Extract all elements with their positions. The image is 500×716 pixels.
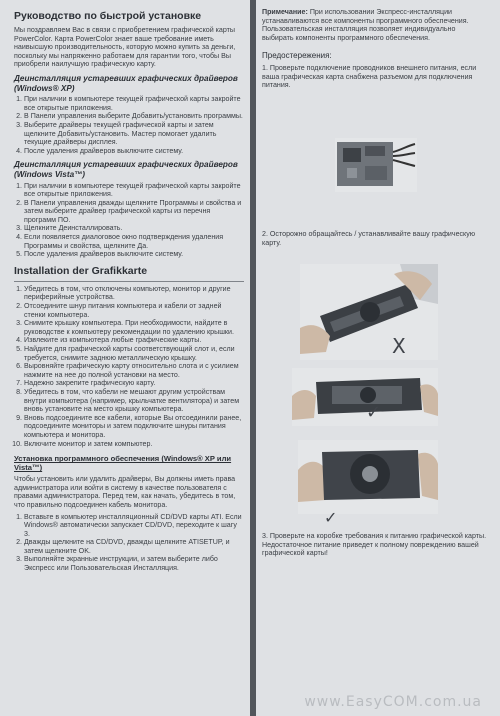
right-column: [262, 8, 488, 90]
list-item: 8. Убедитесь в том, что кабели не мешают другим устройствам внутри компьютера (например, крыльчатке вентилятора) и затем вновь установите на место крышку компьютера.: [24, 388, 244, 414]
warning-3: 3. Проверьте на коробке требования к питанию графической карты. Недостаточное питание приведет к полному повреждению вашей графической карты!: [262, 532, 487, 558]
list-item: 4. Если появляется диалоговое окно подтверждения удаления Программы и свойства, щелкните Да.: [24, 233, 244, 250]
list-item: 2. Отсоедините шнур питания компьютера и кабели от задней стенки компьютера.: [24, 302, 244, 319]
wrong-mark: X: [392, 334, 406, 358]
list-item: 3. Выберите драйверы текущей графической карты и затем щелкните Добавить/установить. Мастер помогает удалить текущие драйверы дисплея.: [24, 121, 244, 147]
xp-uninstall-steps: [14, 95, 244, 155]
list-item: 1. Убедитесь в том, что отключены компьютер, монитор и другие периферийные устройства.: [24, 285, 244, 302]
list-item: 3. Щелкните Деинсталлировать.: [24, 224, 244, 233]
software-steps: [14, 513, 244, 573]
software-heading: Установка программного обеспечения (Windows® XP или Vista™): [14, 454, 232, 473]
card-handling-correct-photo-2: [298, 440, 438, 514]
list-item: 1. Вставьте в компьютер инсталляционный CD/DVD карты ATI. Если Windows® автоматически запускает CD/DVD, переходите к шагу 3.: [24, 513, 244, 539]
install-heading: Installation der Grafikkarte: [14, 264, 148, 277]
warning-2: 2. Осторожно обращайтесь / устанавливайте вашу графическую карту.: [262, 230, 476, 247]
note-label: Примечание:: [262, 8, 308, 16]
page-title: Руководство по быстрой установке: [14, 10, 202, 22]
correct-mark-1: ✓: [366, 402, 382, 423]
list-item: 9. Вновь подсоедините все кабели, которые Вы отсоединили ранее, подсоедините мониторы и затем подключите шнуры питания компьютера и монитора.: [24, 414, 244, 440]
list-item: 10. Включите монитор и затем компьютер.: [24, 440, 244, 449]
list-item: 2. В Панели управления выберите Добавить/установить программы.: [24, 112, 244, 121]
list-item: 1. При наличии в компьютере текущей графической карты закройте все открытые приложения.: [24, 95, 244, 112]
list-item: 4. Извлеките из компьютера любые графические карты.: [24, 336, 244, 345]
xp-uninstall-heading: Деинсталляция устаревших графических драйверов (Windows® XP): [14, 73, 238, 93]
note-text: При использовании Экспресс-инсталляции устанавливаются все компоненты программного обеспечения. Пользовательская инсталляция позволяет индивидуально выбирать компоненты программного обеспечения.: [262, 8, 469, 42]
correct-mark-2: ✓: [324, 508, 338, 527]
list-item: 3. Снимите крышку компьютера. При необходимости, найдите в руководстве к компьютеру рекомендации по удалению крышки.: [24, 319, 244, 336]
list-item: 7. Надежно закрепите графическую карту.: [24, 379, 244, 388]
list-item: 5. После удаления драйверов выключите систему.: [24, 250, 244, 259]
list-item: 3. Выполняйте экранные инструкции, и затем выберите либо Экспресс или Пользовательская Инсталляция.: [24, 555, 244, 572]
card-handling-correct-photo-1: [292, 368, 438, 426]
list-item: 2. Дважды щелкните на CD/DVD, дважды щелкните ATISETUP, и затем щелкните OK.: [24, 538, 244, 555]
power-connector-photo: [335, 138, 417, 192]
vista-uninstall-steps: [14, 182, 244, 259]
software-intro: Чтобы установить или удалить драйверы, Вы должны иметь права администратора или войти в систему в качестве пользователя с правами администратора. Перед тем, как начать, убедитесь в том, что правильно подсоединен кабель монитора.: [14, 475, 236, 509]
vista-uninstall-heading: Деинсталляция устаревших графических драйверов (Windows Vista™): [14, 160, 238, 179]
note-paragraph: [262, 8, 488, 42]
list-item: 6. Выровняйте графическую карту относительно слота и с усилием нажмите на нее до полной установки на место.: [24, 362, 244, 379]
list-item: 4. После удаления драйверов выключите систему.: [24, 147, 244, 156]
list-item: 2. В Панели управления дважды щелкните Программы и свойства и затем выберите драйвер графической карты из перечня программ ПО.: [24, 199, 244, 225]
list-item: 5. Найдите для графической карты соответствующий слот и, если требуется, снимите заднюю металлическую крышку.: [24, 345, 244, 362]
intro-paragraph: Мы поздравляем Вас в связи с приобретением графической карты PowerColor. Карта PowerColor знает ваше требование иметь наивысшую производительность, которую можно купить за деньги, поскольку мы напряженно работаем для гарантии того, чтобы Вы приобрели наилучшую графическую карту.: [14, 26, 236, 69]
install-steps: [14, 285, 244, 448]
column-divider: [250, 0, 256, 716]
watermark: www.EasyCOM.com.ua: [304, 694, 482, 710]
left-column: [14, 8, 244, 573]
warnings-heading: Предостережения:: [262, 51, 332, 61]
heading-rule: [14, 281, 244, 282]
list-item: 1. При наличии в компьютере текущей графической карты закройте все открытые приложения.: [24, 182, 244, 199]
warning-1: 1. Проверьте подключение проводников внешнего питания, если ваша графическая карта снабжена разъемом для подключения питания.: [262, 63, 477, 90]
card-handling-wrong-photo: [300, 264, 438, 360]
